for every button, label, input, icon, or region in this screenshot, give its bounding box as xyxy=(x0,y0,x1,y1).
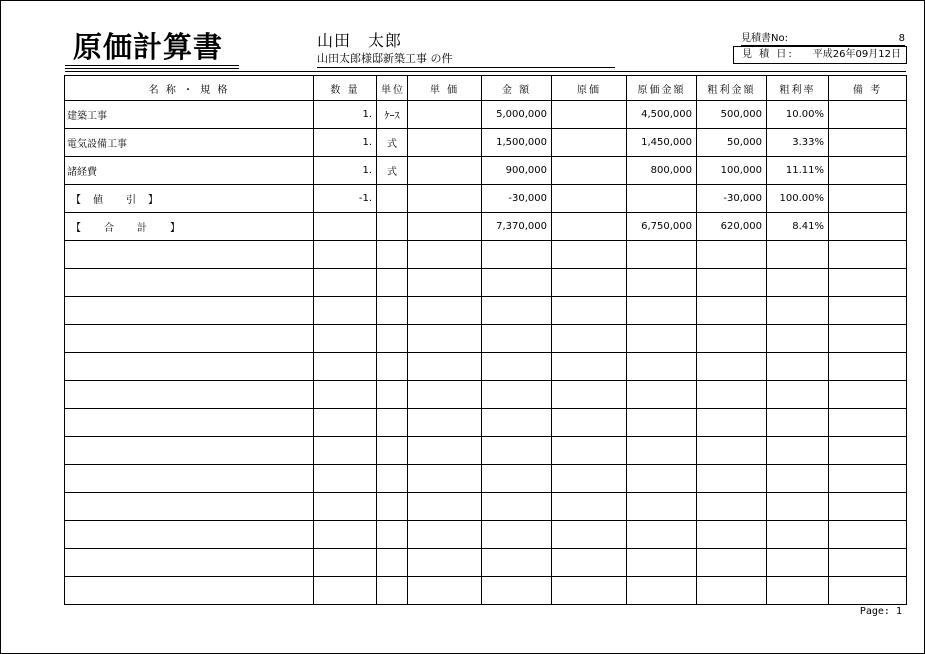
cell-cost-amount xyxy=(627,185,697,213)
cell-margin: 10.00% xyxy=(767,101,829,129)
cell-cost-amount: 4,500,000 xyxy=(627,101,697,129)
cell-cost xyxy=(552,101,627,129)
col-header-amount: 金 額 xyxy=(482,76,552,101)
title-underline xyxy=(65,68,239,69)
cell-name: 【 値 引 】 xyxy=(65,185,314,213)
page-number: Page: 1 xyxy=(859,606,902,617)
table-row xyxy=(65,185,907,213)
empty-row xyxy=(65,577,907,605)
cell-cost xyxy=(552,157,627,185)
cost-table xyxy=(64,75,907,605)
cell-unit: ｹｰｽ xyxy=(377,101,408,129)
empty-row xyxy=(65,493,907,521)
empty-row xyxy=(65,521,907,549)
cell-unit-price xyxy=(408,157,482,185)
empty-row xyxy=(65,549,907,577)
cell-name: 諸経費 xyxy=(65,157,314,185)
cell-margin: 11.11% xyxy=(767,157,829,185)
col-header-cost: 原価 xyxy=(552,76,627,101)
project-name: 山田太郎様邸新築工事 の件 xyxy=(317,51,615,68)
cell-quantity: 1. xyxy=(314,129,377,157)
customer-name: 山田 太郎 xyxy=(317,31,403,50)
cell-amount: 900,000 xyxy=(482,157,552,185)
cell-cost-amount: 6,750,000 xyxy=(627,213,697,241)
cell-quantity xyxy=(314,213,377,241)
cell-unit-price xyxy=(408,185,482,213)
col-header-name: 名 称 ・ 規 格 xyxy=(65,76,314,101)
cell-cost-amount: 1,450,000 xyxy=(627,129,697,157)
col-header-gross-profit: 粗利金額 xyxy=(697,76,767,101)
estimate-date-label: 見 積 日: xyxy=(742,49,794,60)
table-header-row xyxy=(65,76,907,101)
cell-quantity: 1. xyxy=(314,157,377,185)
cell-amount: 1,500,000 xyxy=(482,129,552,157)
col-header-unit-price: 単 価 xyxy=(408,76,482,101)
col-header-unit: 単位 xyxy=(377,76,408,101)
col-header-quantity: 数 量 xyxy=(314,76,377,101)
estimate-number xyxy=(741,32,905,46)
estimate-date xyxy=(733,46,907,64)
cell-quantity: -1. xyxy=(314,185,377,213)
cell-name: 電気設備工事 xyxy=(65,129,314,157)
table-row xyxy=(65,213,907,241)
cell-gross-profit: 100,000 xyxy=(697,157,767,185)
cell-amount: 7,370,000 xyxy=(482,213,552,241)
cell-name: 建築工事 xyxy=(65,101,314,129)
empty-row xyxy=(65,325,907,353)
table-row xyxy=(65,157,907,185)
cell-quantity: 1. xyxy=(314,101,377,129)
header-rule xyxy=(65,71,906,72)
cell-remarks xyxy=(829,157,907,185)
cell-name: 【 合 計 】 xyxy=(65,213,314,241)
cell-unit: 式 xyxy=(377,157,408,185)
cell-cost xyxy=(552,129,627,157)
empty-row xyxy=(65,437,907,465)
cell-amount: -30,000 xyxy=(482,185,552,213)
cell-gross-profit: 50,000 xyxy=(697,129,767,157)
cell-unit-price xyxy=(408,213,482,241)
cell-unit xyxy=(377,213,408,241)
empty-row xyxy=(65,297,907,325)
cell-unit-price xyxy=(408,129,482,157)
estimate-number-value: 8 xyxy=(898,33,905,44)
cell-cost xyxy=(552,213,627,241)
cell-remarks xyxy=(829,185,907,213)
cell-cost xyxy=(552,185,627,213)
estimate-number-label: 見積書No: xyxy=(741,33,788,44)
empty-row xyxy=(65,269,907,297)
cell-remarks xyxy=(829,129,907,157)
cell-margin: 8.41% xyxy=(767,213,829,241)
col-header-remarks: 備 考 xyxy=(829,76,907,101)
estimate-date-value: 平成26年09月12日 xyxy=(812,49,901,60)
cell-remarks xyxy=(829,101,907,129)
col-header-cost-amount: 原価金額 xyxy=(627,76,697,101)
cell-gross-profit: 500,000 xyxy=(697,101,767,129)
empty-row xyxy=(65,409,907,437)
cell-gross-profit: 620,000 xyxy=(697,213,767,241)
document-title: 原価計算書 xyxy=(73,30,224,64)
empty-row xyxy=(65,241,907,269)
cell-unit: 式 xyxy=(377,129,408,157)
cell-margin: 3.33% xyxy=(767,129,829,157)
cell-amount: 5,000,000 xyxy=(482,101,552,129)
cell-cost-amount: 800,000 xyxy=(627,157,697,185)
col-header-margin: 粗利率 xyxy=(767,76,829,101)
empty-row xyxy=(65,465,907,493)
title-underline xyxy=(65,65,239,66)
empty-row xyxy=(65,381,907,409)
table-row xyxy=(65,101,907,129)
cell-remarks xyxy=(829,213,907,241)
empty-row xyxy=(65,353,907,381)
cell-gross-profit: -30,000 xyxy=(697,185,767,213)
cell-unit xyxy=(377,185,408,213)
table-row xyxy=(65,129,907,157)
cell-unit-price xyxy=(408,101,482,129)
cell-margin: 100.00% xyxy=(767,185,829,213)
